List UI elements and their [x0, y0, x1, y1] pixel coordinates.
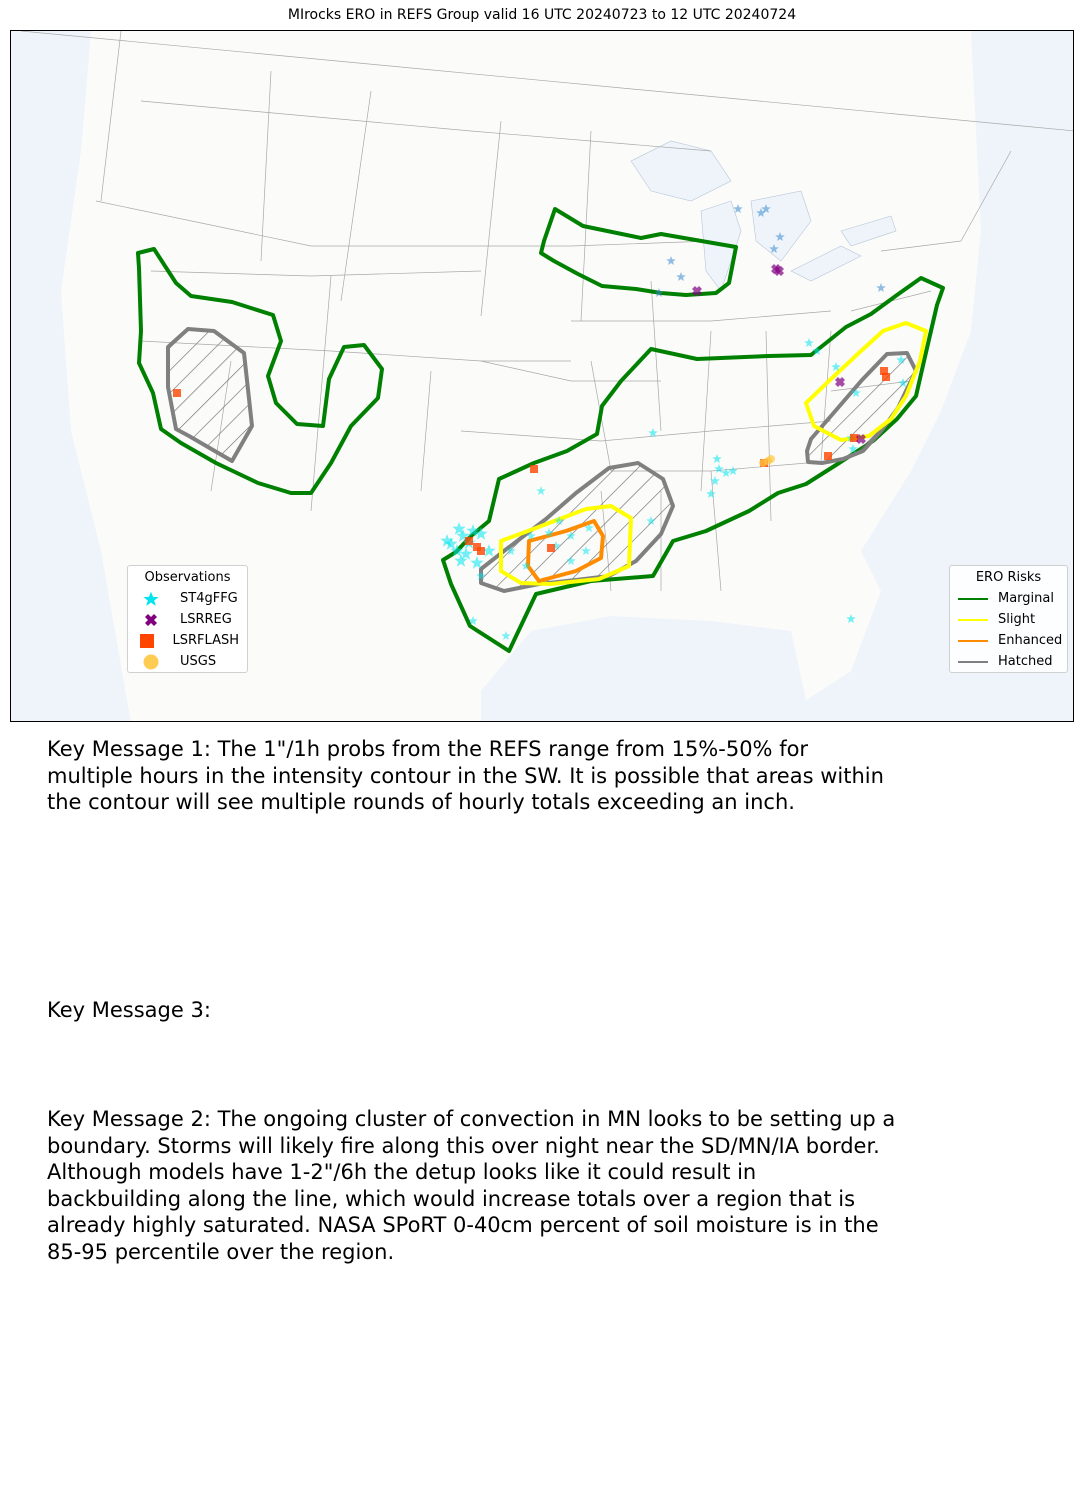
lsrflash-marker: [530, 465, 538, 473]
observations-legend-title: Observations: [144, 570, 231, 585]
observations-legend: [127, 565, 248, 673]
key-message-1: [47, 736, 1047, 816]
line-swatch-hatched: [958, 654, 988, 670]
line-swatch-slight: [958, 612, 988, 628]
legend-row-lsrflash: [136, 630, 239, 651]
circle-icon: [136, 654, 166, 670]
star-icon: [136, 591, 166, 607]
lsrflash-marker: [477, 547, 485, 555]
key-message-2-text: Key Message 2: The ongoing cluster of convection in MN looks to be setting up a boundary. Storms will likely fire along this over night near the SD/MN/IA border. Although models have 1-2"/6h the detup looks like it could result in backbuilding along the line, which would increase totals over a region that is already highly saturated. NASA SPoRT 0-40cm percent of soil moisture is in the 85-95 percentile over the region.: [47, 1107, 896, 1264]
lsrflash-marker: [547, 544, 555, 552]
legend-row-usgs: [136, 651, 239, 672]
legend-row-hatched: [958, 651, 1059, 672]
legend-label-st4gffg: ST4gFFG: [180, 591, 238, 606]
key-message-1-text: Key Message 1: The 1"/1h probs from the REFS range from 15%-50% for multiple hours in the intensity contour in the SW. It is possible that areas within the contour will see multiple rounds of hourly totals exceeding an inch.: [47, 737, 884, 814]
ero-risks-legend: [949, 565, 1068, 673]
legend-label-slight: Slight: [998, 612, 1036, 627]
line-swatch-marginal: [958, 591, 988, 607]
legend-row-enhanced: [958, 630, 1063, 651]
square-icon: [136, 633, 159, 649]
x-icon: [136, 612, 166, 628]
legend-row-marginal: [958, 588, 1059, 609]
legend-label-marginal: Marginal: [998, 591, 1054, 606]
ero-map: [10, 30, 1074, 722]
legend-label-usgs: USGS: [180, 654, 217, 669]
lsrflash-marker: [173, 389, 181, 397]
key-message-2: [47, 1106, 1047, 1265]
key-message-3-text: Key Message 3:: [47, 998, 211, 1022]
lsrflash-marker: [824, 452, 832, 460]
legend-row-slight: [958, 609, 1059, 630]
legend-label-enhanced: Enhanced: [998, 633, 1063, 648]
lsrflash-marker: [465, 537, 473, 545]
legend-label-lsrflash: LSRFLASH: [172, 633, 239, 648]
legend-row-lsrreg: [136, 609, 239, 630]
map-title: MIrocks ERO in REFS Group valid 16 UTC 20240723 to 12 UTC 20240724: [287, 7, 797, 23]
ero-legend-title: ERO Risks: [975, 570, 1042, 585]
legend-label-lsrreg: LSRREG: [180, 612, 232, 627]
line-swatch-enhanced: [958, 633, 988, 649]
legend-row-st4gffg: [136, 588, 239, 609]
usgs-marker: [767, 455, 775, 463]
lsrflash-marker: [882, 373, 890, 381]
key-message-3: [47, 997, 1047, 1024]
legend-label-hatched: Hatched: [998, 654, 1053, 669]
